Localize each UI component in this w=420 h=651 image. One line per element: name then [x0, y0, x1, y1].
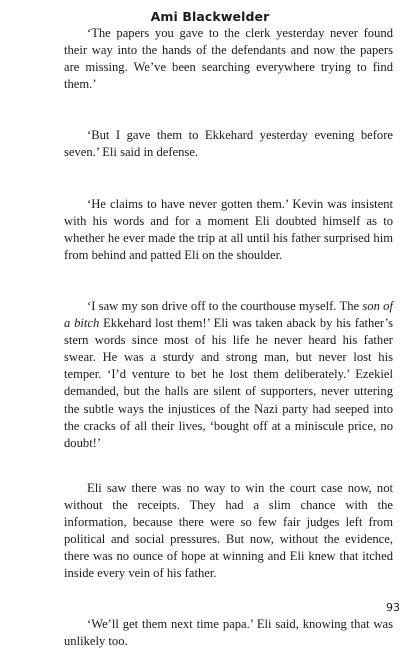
- paragraph-4-part-1: ‘I saw my son drive off to the courthouse myself. The: [87, 298, 363, 313]
- paragraph-6: ‘We’ll get them next time papa.’ Eli said, knowing that was unlikely too.: [64, 617, 393, 649]
- paragraph-2: ‘But I gave them to Ekkehard yesterday evening before seven.’ Eli said in defense.: [64, 128, 393, 160]
- paragraph-4-italic: son of a bitch: [64, 298, 393, 331]
- page-number: 93: [386, 601, 400, 614]
- paragraph-4-part-2: Ekkehard lost them!’ Eli was taken aback by his father’s stern words since most of his life he never heard his father swear. He was a sturdy and strong man, but never lost his temper. ‘I’d venture to bet he lost them deliberately.’ Ezekiel demanded, but the halls are silent of supporters, never uttering the subtle ways the injustices of the Nazi party had seeped into the cracks of all their lives, ‘bought off at a miniscule price, no doubt!’: [64, 316, 393, 450]
- paragraph-1: ‘The papers you gave to the clerk yesterday never found their way into the hands of the defendants and now the papers are missing. We’ve been searching everywhere trying to find them.’: [64, 26, 393, 92]
- running-head-author: Ami Blackwelder: [150, 9, 270, 24]
- body-text: [64, 25, 393, 651]
- paragraph-5: Eli saw there was no way to win the court case now, not without the receipts. They had a slim chance with the information, because there were so few fair judges left from political and social pressures. But now, without the evidence, there was no ounce of hope at winning and Eli knew that itched inside every vein of his father.: [64, 480, 393, 581]
- paragraph-4: [64, 298, 393, 452]
- paragraph-3: ‘He claims to have never gotten them.’ Kevin was insistent with his words and for a moment Eli doubted himself as to whether he ever made the trip at all until his father surprised him from behind and patted Eli on the shoulder.: [64, 196, 393, 262]
